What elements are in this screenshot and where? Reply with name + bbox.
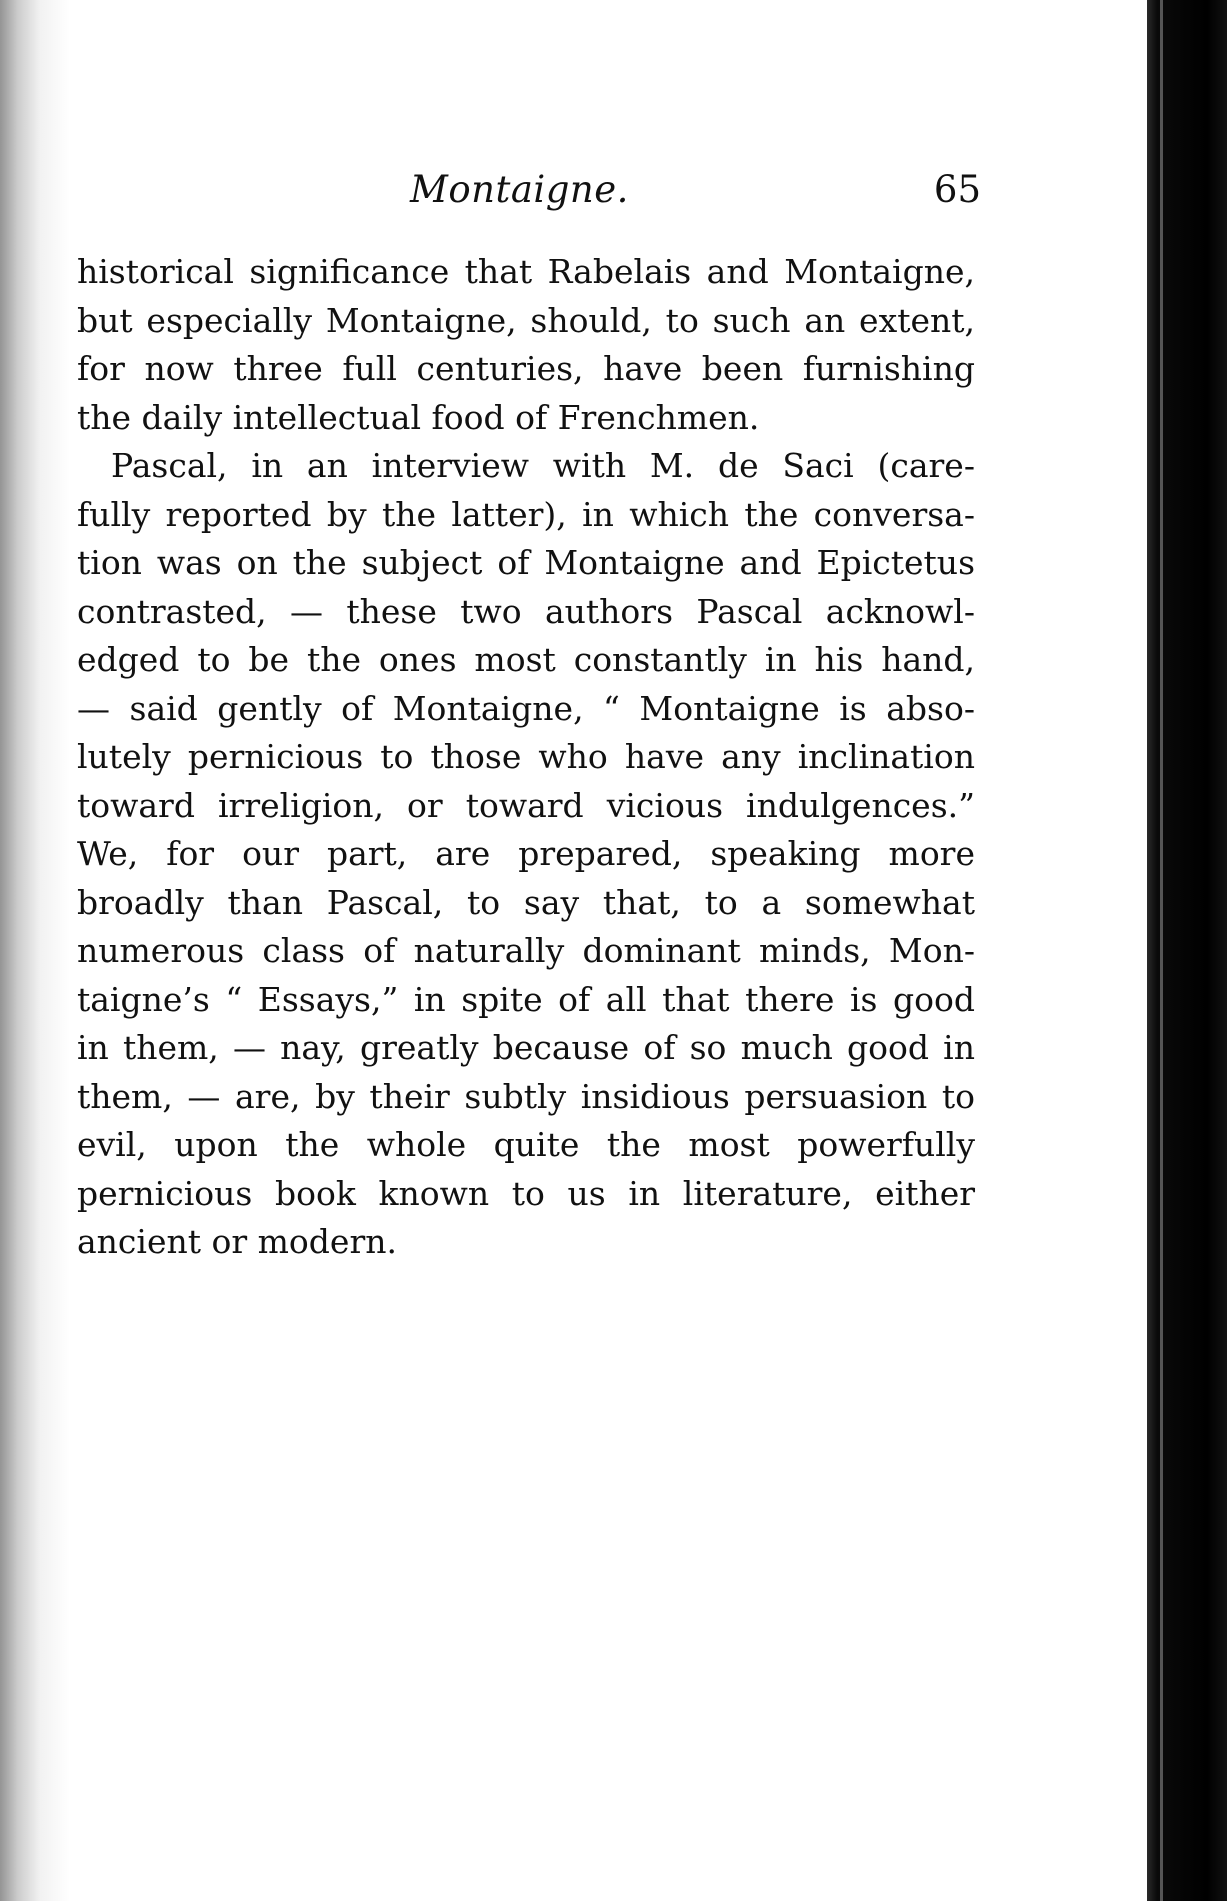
running-title: Montaigne. [410, 168, 629, 211]
text-line: pernicious book known to us in literature, either [77, 1173, 975, 1213]
text-line: in them, — nay, greatly because of so much good in [77, 1028, 975, 1067]
left-gutter-shadow [0, 0, 70, 1901]
text-line: evil, upon the whole quite the most powerfully [77, 1125, 975, 1164]
page-number: 65 [933, 168, 981, 211]
text-line: broadly than Pascal, to say that, to a somewhat [77, 882, 975, 922]
page-header [75, 168, 981, 218]
body-text [77, 248, 975, 1267]
text-line: contrasted, — these two authors Pascal acknowl- [77, 591, 975, 631]
text-line: but especially Montaigne, should, to such an extent, [77, 300, 975, 340]
text-line: fully reported by the latter), in which the conversa- [77, 494, 975, 534]
text-line: — said gently of Montaigne, “ Montaigne is abso- [77, 688, 975, 728]
text-line: them, — are, by their subtly insidious persuasion to [77, 1076, 975, 1116]
text-line: the daily intellectual food of Frenchmen. [77, 397, 760, 437]
text-line: for now three full centuries, have been furnishing [77, 349, 975, 388]
text-line: toward irreligion, or toward vicious indulgences.” [77, 785, 975, 825]
text-line: lutely pernicious to those who have any inclination [77, 737, 975, 776]
text-line: tion was on the subject of Montaigne and Epictetus [77, 543, 975, 582]
text-line: historical significance that Rabelais and Montaigne, [77, 252, 975, 291]
text-line: ancient or modern. [77, 1222, 397, 1261]
text-line: edged to be the ones most constantly in his hand, [77, 640, 975, 679]
binding-edge-line [1160, 0, 1163, 1901]
text-line: We, for our part, are prepared, speaking more [77, 834, 975, 873]
text-line: taigne’s “ Essays,” in spite of all that there is good [77, 979, 975, 1019]
text-line: Pascal, in an interview with M. de Saci (care- [111, 446, 975, 485]
book-binding-edge [1147, 0, 1227, 1901]
text-line: numerous class of naturally dominant minds, Mon- [77, 931, 975, 970]
